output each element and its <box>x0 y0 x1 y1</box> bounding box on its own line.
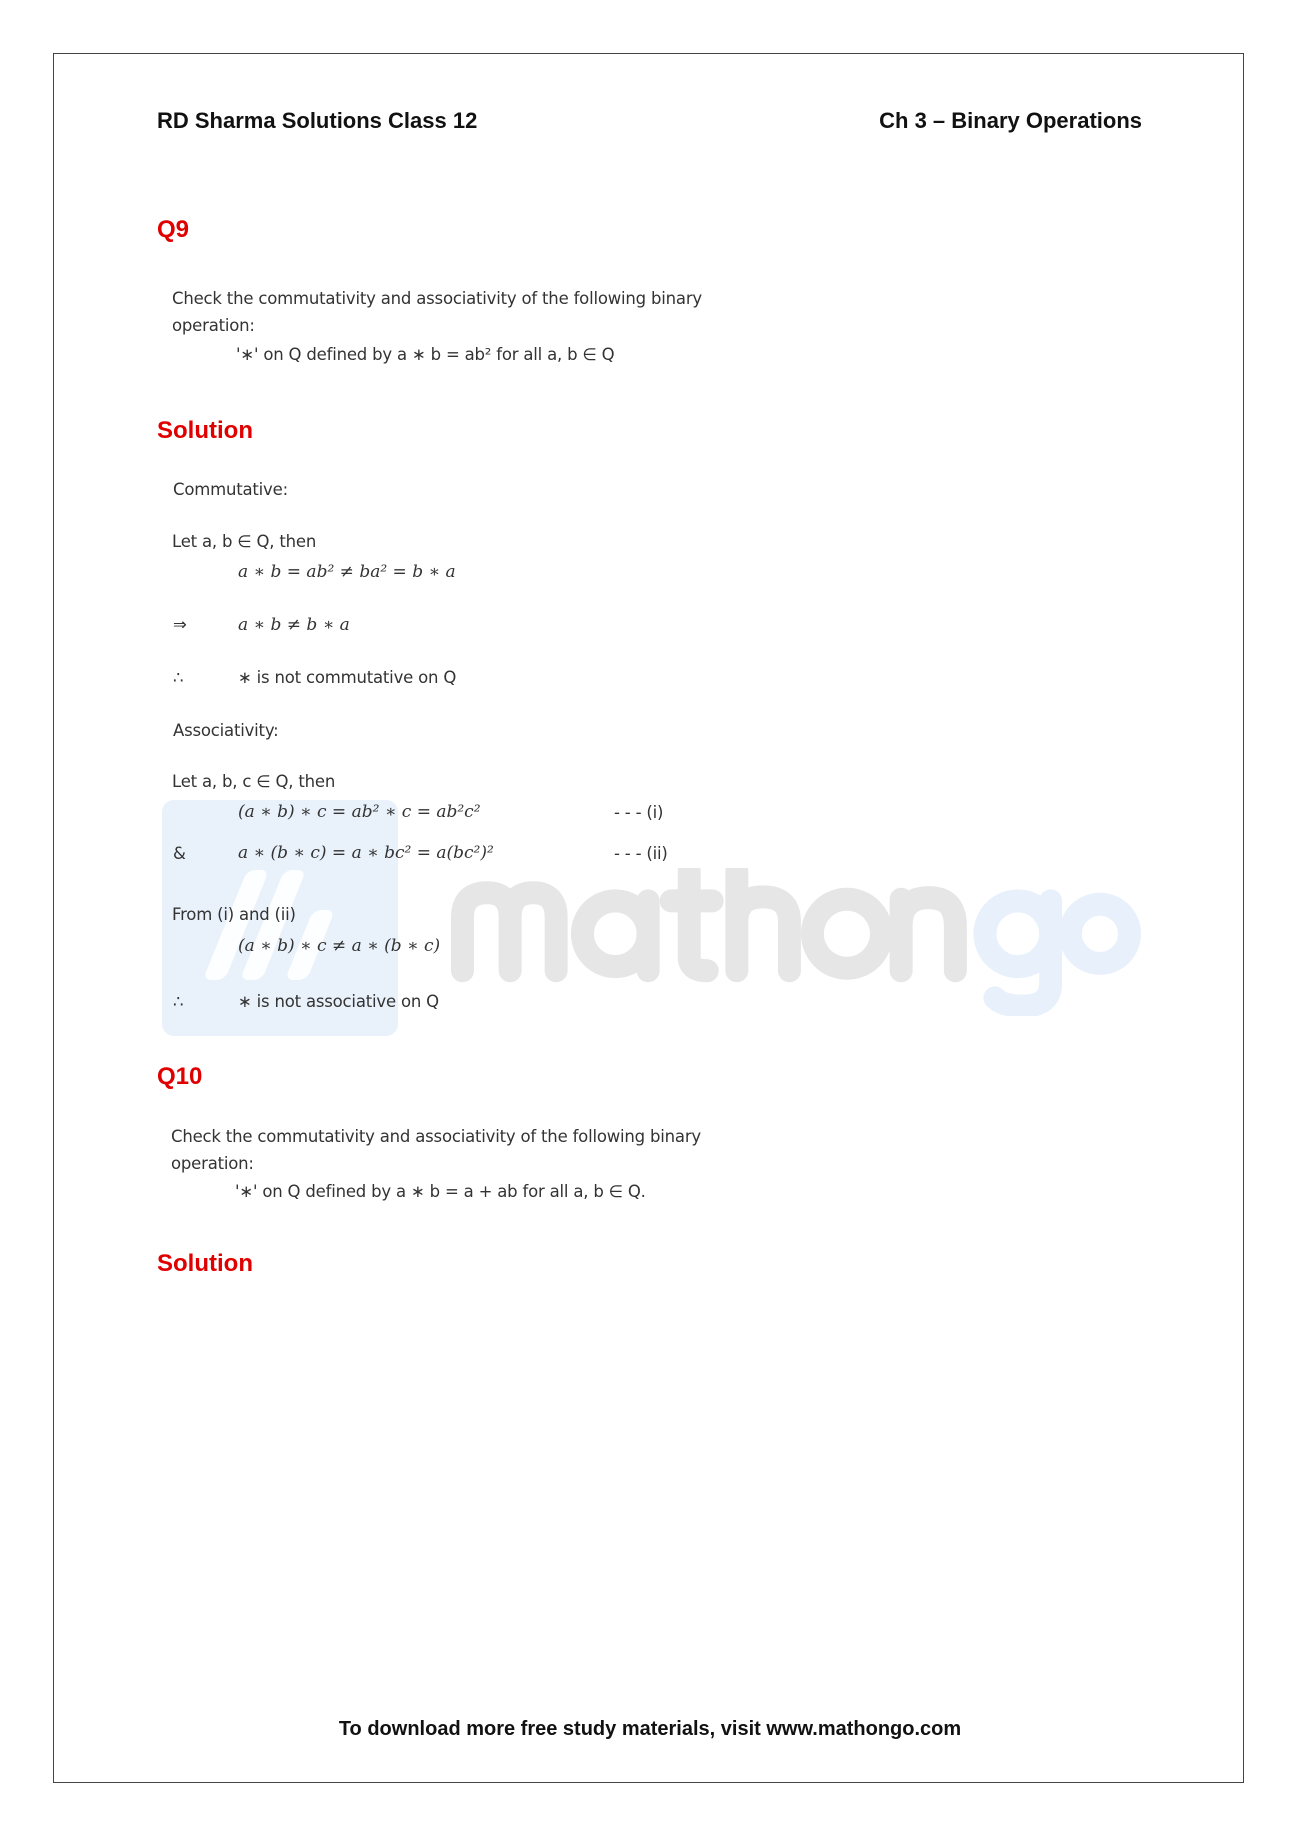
watermark-letter-n <box>901 898 955 971</box>
equation: (a ∗ b) ∗ c ≠ a ∗ (b ∗ c) <box>238 936 441 956</box>
equation: (a ∗ b) ∗ c = ab² ∗ c = ab²c² <box>238 802 481 822</box>
solution-heading: Solution <box>157 1250 253 1277</box>
therefore-symbol: ∴ <box>173 668 184 687</box>
solution-heading: Solution <box>157 417 253 444</box>
associativity-heading: Associativity: <box>173 721 279 740</box>
conclusion: ∗ is not commutative on Q <box>238 668 457 687</box>
equation: a ∗ b ≠ b ∗ a <box>238 615 350 635</box>
equation-tag: - - - (ii) <box>614 844 668 863</box>
footer-download-note: To download more free study materials, visit www.mathongo.com <box>338 1718 962 1740</box>
question-text: Check the commutativity and associativity of the following binary <box>171 1127 701 1146</box>
question-operation: '∗' on Q defined by a ∗ b = ab² for all a, b ∈ Q <box>236 345 615 364</box>
watermark-letter-o2 <box>1070 904 1129 963</box>
header-title: RD Sharma Solutions Class 12 <box>157 108 478 133</box>
equation: a ∗ b = ab² ≠ ba² = b ∗ a <box>238 562 456 582</box>
conclusion: ∗ is not associative on Q <box>238 992 439 1011</box>
solution-text: From (i) and (ii) <box>172 905 296 924</box>
implies-symbol: ⇒ <box>173 615 187 634</box>
solution-text: Let a, b, c ∈ Q, then <box>172 772 336 791</box>
commutative-heading: Commutative: <box>173 480 288 499</box>
question-text: operation: <box>171 1154 254 1173</box>
question-text: operation: <box>172 316 255 335</box>
ampersand: & <box>173 844 186 863</box>
watermark-wordmark <box>451 868 1141 1016</box>
question-text: Check the commutativity and associativity of the following binary <box>172 289 702 308</box>
solution-text: Let a, b ∈ Q, then <box>172 532 317 551</box>
watermark-letter-m <box>463 893 557 971</box>
question-label-q10: Q10 <box>157 1063 203 1090</box>
watermark-letter-t <box>671 871 712 970</box>
equation-tag: - - - (i) <box>614 803 664 822</box>
question-label-q9: Q9 <box>157 216 190 243</box>
watermark-letter-o <box>812 899 881 968</box>
header-chapter: Ch 3 – Binary Operations <box>879 108 1142 133</box>
equation: a ∗ (b ∗ c) = a ∗ bc² = a(bc²)² <box>238 843 494 863</box>
watermark-letter-h <box>737 871 790 970</box>
question-operation: '∗' on Q defined by a ∗ b = a + ab for all a, b ∈ Q. <box>235 1182 646 1201</box>
therefore-symbol: ∴ <box>173 992 184 1011</box>
